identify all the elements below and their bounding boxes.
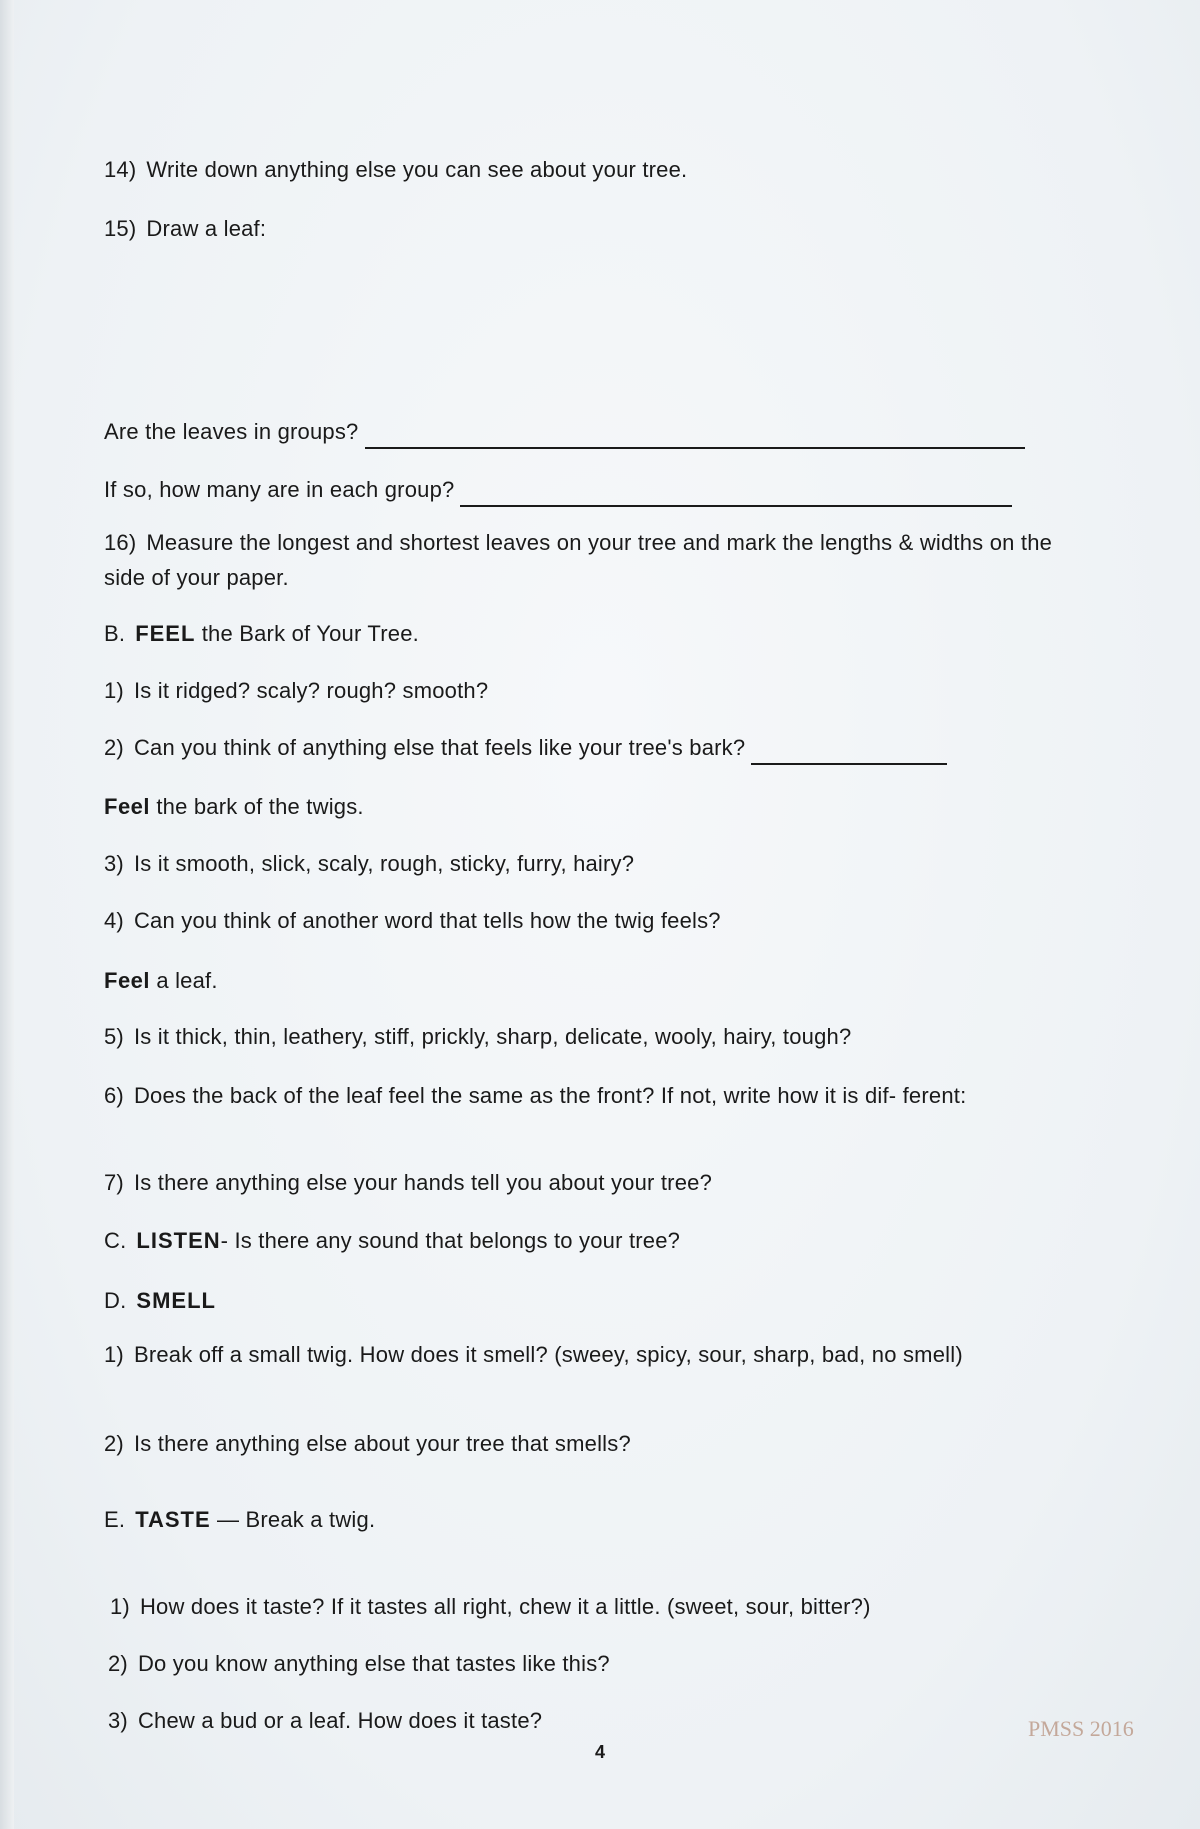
heading-text: the bark of the twigs. xyxy=(156,794,364,819)
question-number: 3) xyxy=(104,851,124,876)
section-letter: C. xyxy=(104,1228,127,1253)
question-e1 xyxy=(110,1589,1090,1624)
question-number: 2) xyxy=(108,1651,128,1676)
answer-line[interactable] xyxy=(751,749,947,765)
page-number: 4 xyxy=(594,1742,605,1762)
question-text: Do you know anything else that tastes like this? xyxy=(137,1651,610,1676)
section-letter: D. xyxy=(104,1288,127,1313)
question-text: How does it taste? If it tastes all right, chew it a little. (sweet, sour, bitter?) xyxy=(139,1594,871,1619)
section-letter: B. xyxy=(104,621,126,646)
keyword: Feel xyxy=(104,794,151,819)
question-text: Is it smooth, slick, scaly, rough, sticky, furry, hairy? xyxy=(133,851,635,876)
question-b4 xyxy=(104,903,1084,938)
section-keyword: TASTE xyxy=(135,1507,211,1532)
question-d2 xyxy=(104,1426,1084,1461)
question-d1 xyxy=(104,1337,1076,1372)
question-text: If so, how many are in each group? xyxy=(104,477,455,502)
question-number: 2) xyxy=(104,735,124,760)
question-text: Is it ridged? scaly? rough? smooth? xyxy=(133,678,489,703)
question-b5 xyxy=(104,1019,1084,1054)
section-keyword: SMELL xyxy=(136,1288,216,1313)
question-b2 xyxy=(104,730,1084,765)
section-d-heading xyxy=(104,1283,1084,1318)
page-binding-edge xyxy=(0,0,14,1829)
question-number: 4) xyxy=(104,908,124,933)
feel-leaf-heading xyxy=(104,963,1084,998)
question-text: Can you think of anything else that feels like your tree's bark? xyxy=(133,735,746,760)
question-text: Break off a small twig. How does it smell? (sweey, spicy, sour, sharp, bad, no smell) xyxy=(133,1342,963,1367)
section-heading-text: the Bark of Your Tree. xyxy=(201,621,419,646)
question-number: 3) xyxy=(108,1708,128,1733)
keyword: Feel xyxy=(104,968,151,993)
group-count-question xyxy=(104,472,1084,507)
section-b-heading xyxy=(104,616,1084,651)
section-letter: E. xyxy=(104,1507,126,1532)
leaves-in-groups-question xyxy=(104,414,1084,449)
heading-text: a leaf. xyxy=(156,968,218,993)
question-e2 xyxy=(108,1646,1088,1681)
question-b1 xyxy=(104,673,1084,708)
question-b7 xyxy=(104,1165,1084,1200)
question-text: Is there anything else about your tree that smells? xyxy=(133,1431,631,1456)
question-b3 xyxy=(104,846,1084,881)
question-text: Is it thick, thin, leathery, stiff, prickly, sharp, delicate, wooly, hairy, tough? xyxy=(133,1024,852,1049)
answer-line[interactable] xyxy=(460,491,1012,507)
question-number: 15) xyxy=(104,216,137,241)
section-keyword: FEEL xyxy=(135,621,196,646)
question-number: 2) xyxy=(104,1431,124,1456)
question-number: 1) xyxy=(110,1594,130,1619)
question-e3 xyxy=(108,1703,1088,1738)
question-number: 16) xyxy=(104,530,137,555)
question-text: Is there anything else your hands tell you about your tree? xyxy=(133,1170,713,1195)
question-text: Write down anything else you can see about your tree. xyxy=(146,157,688,182)
question-b6 xyxy=(104,1078,1074,1113)
section-keyword: LISTEN xyxy=(136,1228,221,1253)
feel-twigs-heading xyxy=(104,789,1084,824)
question-14 xyxy=(104,152,1084,187)
section-heading-text: - Is there any sound that belongs to your tree? xyxy=(220,1228,681,1253)
question-text: Chew a bud or a leaf. How does it taste? xyxy=(137,1708,543,1733)
question-text: Does the back of the leaf feel the same as the front? If not, write how it is dif- ferent: xyxy=(133,1083,967,1108)
question-text: Are the leaves in groups? xyxy=(104,419,359,444)
watermark: PMSS 2016 xyxy=(1028,1716,1134,1741)
question-number: 6) xyxy=(104,1083,124,1108)
question-16 xyxy=(104,525,1076,595)
question-text: Measure the longest and shortest leaves on your tree and mark the lengths & widths on the side of your paper. xyxy=(104,530,1053,590)
question-number: 7) xyxy=(104,1170,124,1195)
question-number: 14) xyxy=(104,157,137,182)
section-c-heading xyxy=(104,1223,1084,1258)
question-15 xyxy=(104,211,1084,246)
answer-line[interactable] xyxy=(365,433,1025,449)
question-text: Draw a leaf: xyxy=(146,216,267,241)
question-text: Can you think of another word that tells how the twig feels? xyxy=(133,908,721,933)
question-number: 1) xyxy=(104,1342,124,1367)
section-e-heading xyxy=(104,1502,1084,1537)
section-heading-text: — Break a twig. xyxy=(216,1507,376,1532)
question-number: 5) xyxy=(104,1024,124,1049)
question-number: 1) xyxy=(104,678,124,703)
